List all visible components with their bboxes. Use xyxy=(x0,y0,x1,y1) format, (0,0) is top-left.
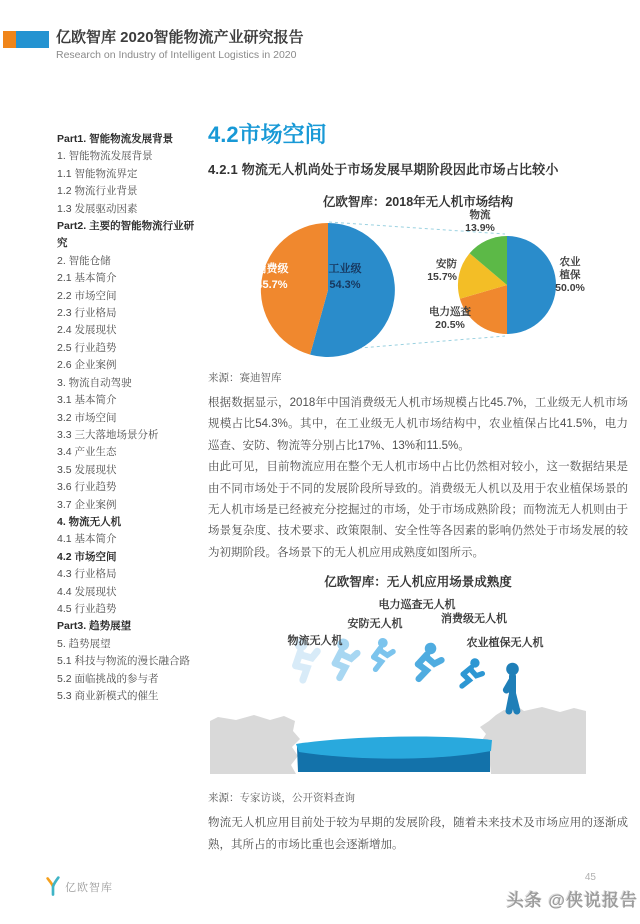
toc-item[interactable]: 5.2 面临挑战的参与者 xyxy=(57,672,159,685)
toc-item[interactable]: 4.4 发展现状 xyxy=(57,585,117,598)
toc-item[interactable]: 1. 智能物流发展背景 xyxy=(57,150,153,163)
maturity-label-security: 安防无人机 xyxy=(347,618,403,631)
toc-item[interactable]: 3.3 三大落地场景分析 xyxy=(57,428,159,441)
toc-item[interactable]: Part3. 趋势展望 xyxy=(57,620,132,633)
figure-landed xyxy=(506,663,519,711)
toc-item[interactable]: 2.3 行业格局 xyxy=(57,307,117,320)
label-consumer xyxy=(237,261,307,293)
paragraph-2: 由此可见，目前物流应用在整个无人机市场中占比仍然相对较小，这一数据结果是由不同市场处于不同的发展阶段所导致的。消费级无人机以及用于农业植保场景的无人机市场是已经被充分挖掘过的市场，处于市场成熟阶段；而物流无人机则由于场景复杂度、技术要求、政策限制、安全性等各因素的影响仍然处于市场发展的较为初期阶段。各场景下的无人机应用成熟度如图所示。 xyxy=(208,461,628,559)
label-industrial xyxy=(310,261,380,293)
maturity-source: 来源：专家访谈，公开资料查询 xyxy=(208,792,355,805)
toc-item[interactable]: 2.2 市场空间 xyxy=(57,289,117,302)
toc-sidebar xyxy=(57,131,197,705)
maturity-chart-title: 亿欧智库：无人机应用场景成熟度 xyxy=(324,575,512,590)
toc-item[interactable]: 1.3 发展驱动因素 xyxy=(57,202,138,215)
toc-item[interactable]: 5.3 商业新模式的催生 xyxy=(57,690,159,702)
toc-item[interactable]: 3.2 市场空间 xyxy=(57,411,117,424)
pie-chart-title: 亿欧智库：2018年无人机市场结构 xyxy=(322,195,514,209)
brand-bar-orange xyxy=(3,31,16,48)
main-content xyxy=(208,118,628,856)
label-agri-line1: 农业 xyxy=(559,256,581,268)
right-cliff xyxy=(480,706,586,774)
section-heading: 4.2市场空间 xyxy=(208,122,327,147)
toc-item[interactable]: 3.5 发展现状 xyxy=(57,463,117,476)
toc-item[interactable]: 1.1 智能物流界定 xyxy=(57,167,138,180)
pie-chart-source: 来源：赛迪智库 xyxy=(208,372,282,384)
label-agri-value: 50.0% xyxy=(555,282,585,294)
label-power-patrol xyxy=(414,306,486,332)
toc-item[interactable]: 4.5 行业趋势 xyxy=(57,602,117,615)
toc-item[interactable]: 2.4 发展现状 xyxy=(57,324,117,337)
label-security-name: 安防 xyxy=(436,258,457,270)
toc-item[interactable]: 3. 物流自动驾驶 xyxy=(57,376,132,389)
label-consumer-value: 45.7% xyxy=(256,279,288,291)
label-agri-line2: 植保 xyxy=(559,269,581,281)
maturity-label-agri: 农业植保无人机 xyxy=(466,637,544,650)
toc-item[interactable]: 2.1 基本简介 xyxy=(57,272,117,285)
toc-item[interactable]: 4.2 市场空间 xyxy=(57,550,117,563)
paragraph-3: 物流无人机应用目前处于较为早期的发展阶段，随着未来技术及市场应用的逐渐成熟，其所占的市场比重也会逐渐增加。 xyxy=(208,817,628,851)
toc-item[interactable]: 3.7 企业案例 xyxy=(57,498,117,511)
page-number: 45 xyxy=(584,872,596,883)
toc-item[interactable]: 4. 物流无人机 xyxy=(57,515,122,528)
label-logistics-name: 物流 xyxy=(469,209,491,221)
paragraph-1: 根据数据显示，2018年中国消费级无人机市场规模占比45.7%，工业级无人机市场规模占比54.3%。其中，在工业级无人机市场结构中，农业植保占比41.5%，电力巡查、安防、物流等分别占比17%、13%和11.5%。 xyxy=(208,397,628,452)
figure-power-drone xyxy=(373,638,394,671)
figure-consumer-drone xyxy=(416,641,445,682)
left-cliff xyxy=(210,715,300,774)
label-logistics xyxy=(445,209,515,235)
toc-item[interactable]: 1.2 物流行业背景 xyxy=(57,185,138,198)
maturity-label-logistics: 物流无人机 xyxy=(287,635,343,648)
figure-agri-drone xyxy=(459,656,486,691)
brand-bar-blue xyxy=(16,31,49,48)
label-power-name: 电力巡查 xyxy=(429,306,471,318)
maturity-svg xyxy=(208,594,628,784)
footer-logo xyxy=(45,876,113,897)
toc-item[interactable]: 3.1 基本简介 xyxy=(57,394,117,407)
label-industrial-name: 工业级 xyxy=(328,263,362,275)
label-power-value: 20.5% xyxy=(435,319,465,331)
watermark: 头条 @侠说报告 xyxy=(506,891,638,910)
footer-logo-text: 亿欧智库 xyxy=(65,881,113,894)
toc-item[interactable]: 4.1 基本简介 xyxy=(57,533,117,546)
toc-item[interactable]: 4.3 行业格局 xyxy=(57,568,117,581)
subsection-heading: 4.2.1 物流无人机尚处于市场发展早期阶段因此市场占比较小 xyxy=(208,162,559,177)
label-industrial-value: 54.3% xyxy=(329,279,361,291)
toc-item[interactable]: 5. 趋势展望 xyxy=(57,637,111,650)
toc-item[interactable]: 3.6 行业趋势 xyxy=(57,481,117,494)
label-logistics-value: 13.9% xyxy=(465,222,495,234)
toc-item[interactable]: Part1. 智能物流发展背景 xyxy=(57,133,174,145)
toc-item[interactable]: 3.4 产业生态 xyxy=(57,446,117,459)
toc-item[interactable]: 2.5 行业趋势 xyxy=(57,341,117,354)
pie-chart-figure xyxy=(208,209,628,364)
yiou-logo-icon xyxy=(45,876,61,897)
label-consumer-name: 消费级 xyxy=(255,263,289,275)
toc-item[interactable]: 2. 智能仓储 xyxy=(57,254,111,267)
label-agriculture xyxy=(540,256,600,295)
maturity-label-consumer: 消费级无人机 xyxy=(441,613,507,626)
report-title: 亿欧智库 2020智能物流产业研究报告 xyxy=(56,29,304,46)
maturity-label-power: 电力巡查无人机 xyxy=(378,599,456,612)
label-security-value: 15.7% xyxy=(427,271,457,283)
logo-stroke-teal xyxy=(53,878,58,895)
toc-item[interactable]: 2.6 企业案例 xyxy=(57,359,117,372)
maturity-figure xyxy=(208,594,628,784)
label-security xyxy=(395,258,457,284)
toc-item[interactable]: Part2. 主要的智能物流行业研究 xyxy=(57,220,195,250)
toc-item[interactable]: 5.1 科技与物流的漫长融合路 xyxy=(57,655,191,668)
report-subtitle: Research on Industry of Intelligent Logistics in 2020 xyxy=(56,49,297,61)
